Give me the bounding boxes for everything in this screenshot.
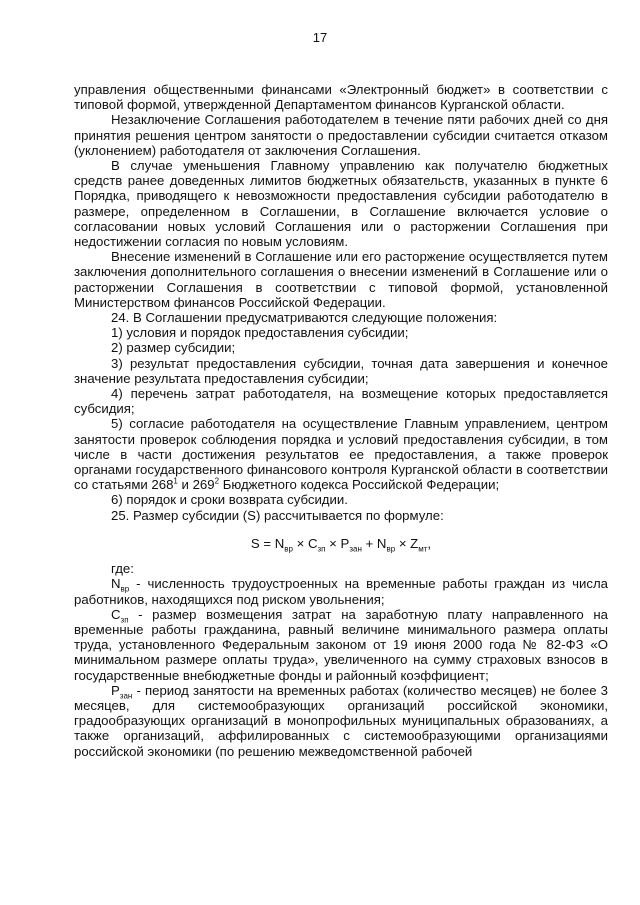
- formula-part: ,: [427, 535, 432, 551]
- list-item-5-end: Бюджетного кодекса Российской Федерации;: [219, 477, 500, 493]
- list-item-3: 3) результат предоставления субсидии, точная дата завершения и конечное значение результата предоставления субсидии;: [74, 355, 608, 386]
- definition-symbol: P: [111, 682, 120, 698]
- definition-subscript: вр: [120, 584, 130, 594]
- where-label: где:: [111, 561, 134, 577]
- definition-text: - период занятости на временных работах (количество месяцев) не более 3 месяцев, для системообразующих организаций российской экономики, градообразующих организаций в монопрофильных муниципальных образованиях, а также организаций, аффилированных с системообразующими организациями российской экономики (по решению межведомственной рабочей: [74, 682, 608, 759]
- list-item-5-mid: и 269: [177, 477, 215, 493]
- paragraph-non-conclusion: Незаключение Соглашения работодателем в течение пяти рабочих дней со дня принятия решения центром занятости о предоставлении субсидии считается отказом (уклонением) работодателя от заключения Соглашения.: [74, 112, 608, 158]
- formula-part: S = N: [250, 535, 285, 551]
- paragraph-amendments: Внесение изменений в Соглашение или его расторжение осуществляется путем заключения дополнительного соглашения о внесении изменений в Соглашение или о расторжении Соглашения в соответствии с типовой формой, установленной Министерством финансов Российской Федерации.: [74, 249, 608, 310]
- formula-subscript: зп: [317, 544, 326, 554]
- paragraph-budget-system: управления общественными финансами «Электронный бюджет» в соответствии с типовой формой, утвержденной Департаментом финансов Курганской области.: [74, 82, 608, 113]
- article-269-superscript: 2: [214, 476, 220, 486]
- document-body: [74, 82, 608, 759]
- list-item-1: 1) условия и порядок предоставления субсидии;: [111, 325, 409, 341]
- definition-n: [74, 576, 608, 606]
- definition-text: - размер возмещения затрат на заработную плату направленного на временные работы гражданина, равный величине минимального размера оплаты труда, установленного Федеральным законом от 19 июня 2000 года № 82-ФЗ «О минимальном размере оплаты труда», увеличенного на сумму страховых взносов в государственные внебюджетные фонды и районный коэффициент;: [74, 606, 608, 683]
- formula-subscript: зан: [349, 544, 362, 554]
- list-item-5: [74, 416, 608, 492]
- definition-p: [74, 683, 608, 759]
- formula-part: × P: [325, 535, 350, 551]
- formula-subscript: мт: [418, 544, 428, 554]
- list-item-2: 2) размер субсидии;: [111, 340, 236, 356]
- definition-symbol: N: [111, 576, 121, 592]
- definition-text: - численность трудоустроенных на временные работы граждан из числа работников, находящихся под риском увольнения;: [74, 576, 608, 607]
- list-item-5-text: 5) согласие работодателя на осуществление Главным управлением, центром занятости проверок соблюдения порядка и условий предоставления субсидии, в том числе в части достижения результатов ее предоставления, а также проверок органами государственного финансового контроля Курганской области в соответствии со статьями 268: [74, 416, 608, 493]
- paragraph-24-heading: 24. В Соглашении предусматриваются следующие положения:: [111, 310, 498, 326]
- paragraph-limits-reduction: В случае уменьшения Главному управлению как получателю бюджетных средств ранее доведенных лимитов бюджетных обязательств, указанных в пункте 6 Порядка, приводящего к невозможности предоставления субсидии работодателю в размере, определенном в Соглашении, в Соглашение включается условие о согласовании новых условий Соглашения или о расторжении Соглашения при недостижении согласия по новым условиям.: [74, 158, 608, 250]
- definition-symbol: C: [111, 606, 121, 622]
- formula-part: + N: [361, 535, 387, 551]
- definition-c: [74, 607, 608, 683]
- formula-subscript: вр: [386, 544, 396, 554]
- list-item-6: 6) порядок и сроки возврата субсидии.: [111, 492, 348, 508]
- list-item-4: 4) перечень затрат работодателя, на возмещение которых предоставляется субсидия;: [74, 386, 608, 417]
- paragraph-25-heading: 25. Размер субсидии (S) рассчитывается по формуле:: [111, 507, 444, 523]
- formula-part: × C: [292, 535, 318, 551]
- page-number: 17: [312, 30, 328, 45]
- definition-subscript: зп: [120, 615, 129, 625]
- subsidy-formula: [74, 535, 608, 554]
- formula-subscript: вр: [284, 544, 293, 554]
- formula-part: × Z: [395, 535, 419, 551]
- article-268-superscript: 1: [173, 476, 178, 486]
- definition-subscript: зан: [119, 691, 133, 701]
